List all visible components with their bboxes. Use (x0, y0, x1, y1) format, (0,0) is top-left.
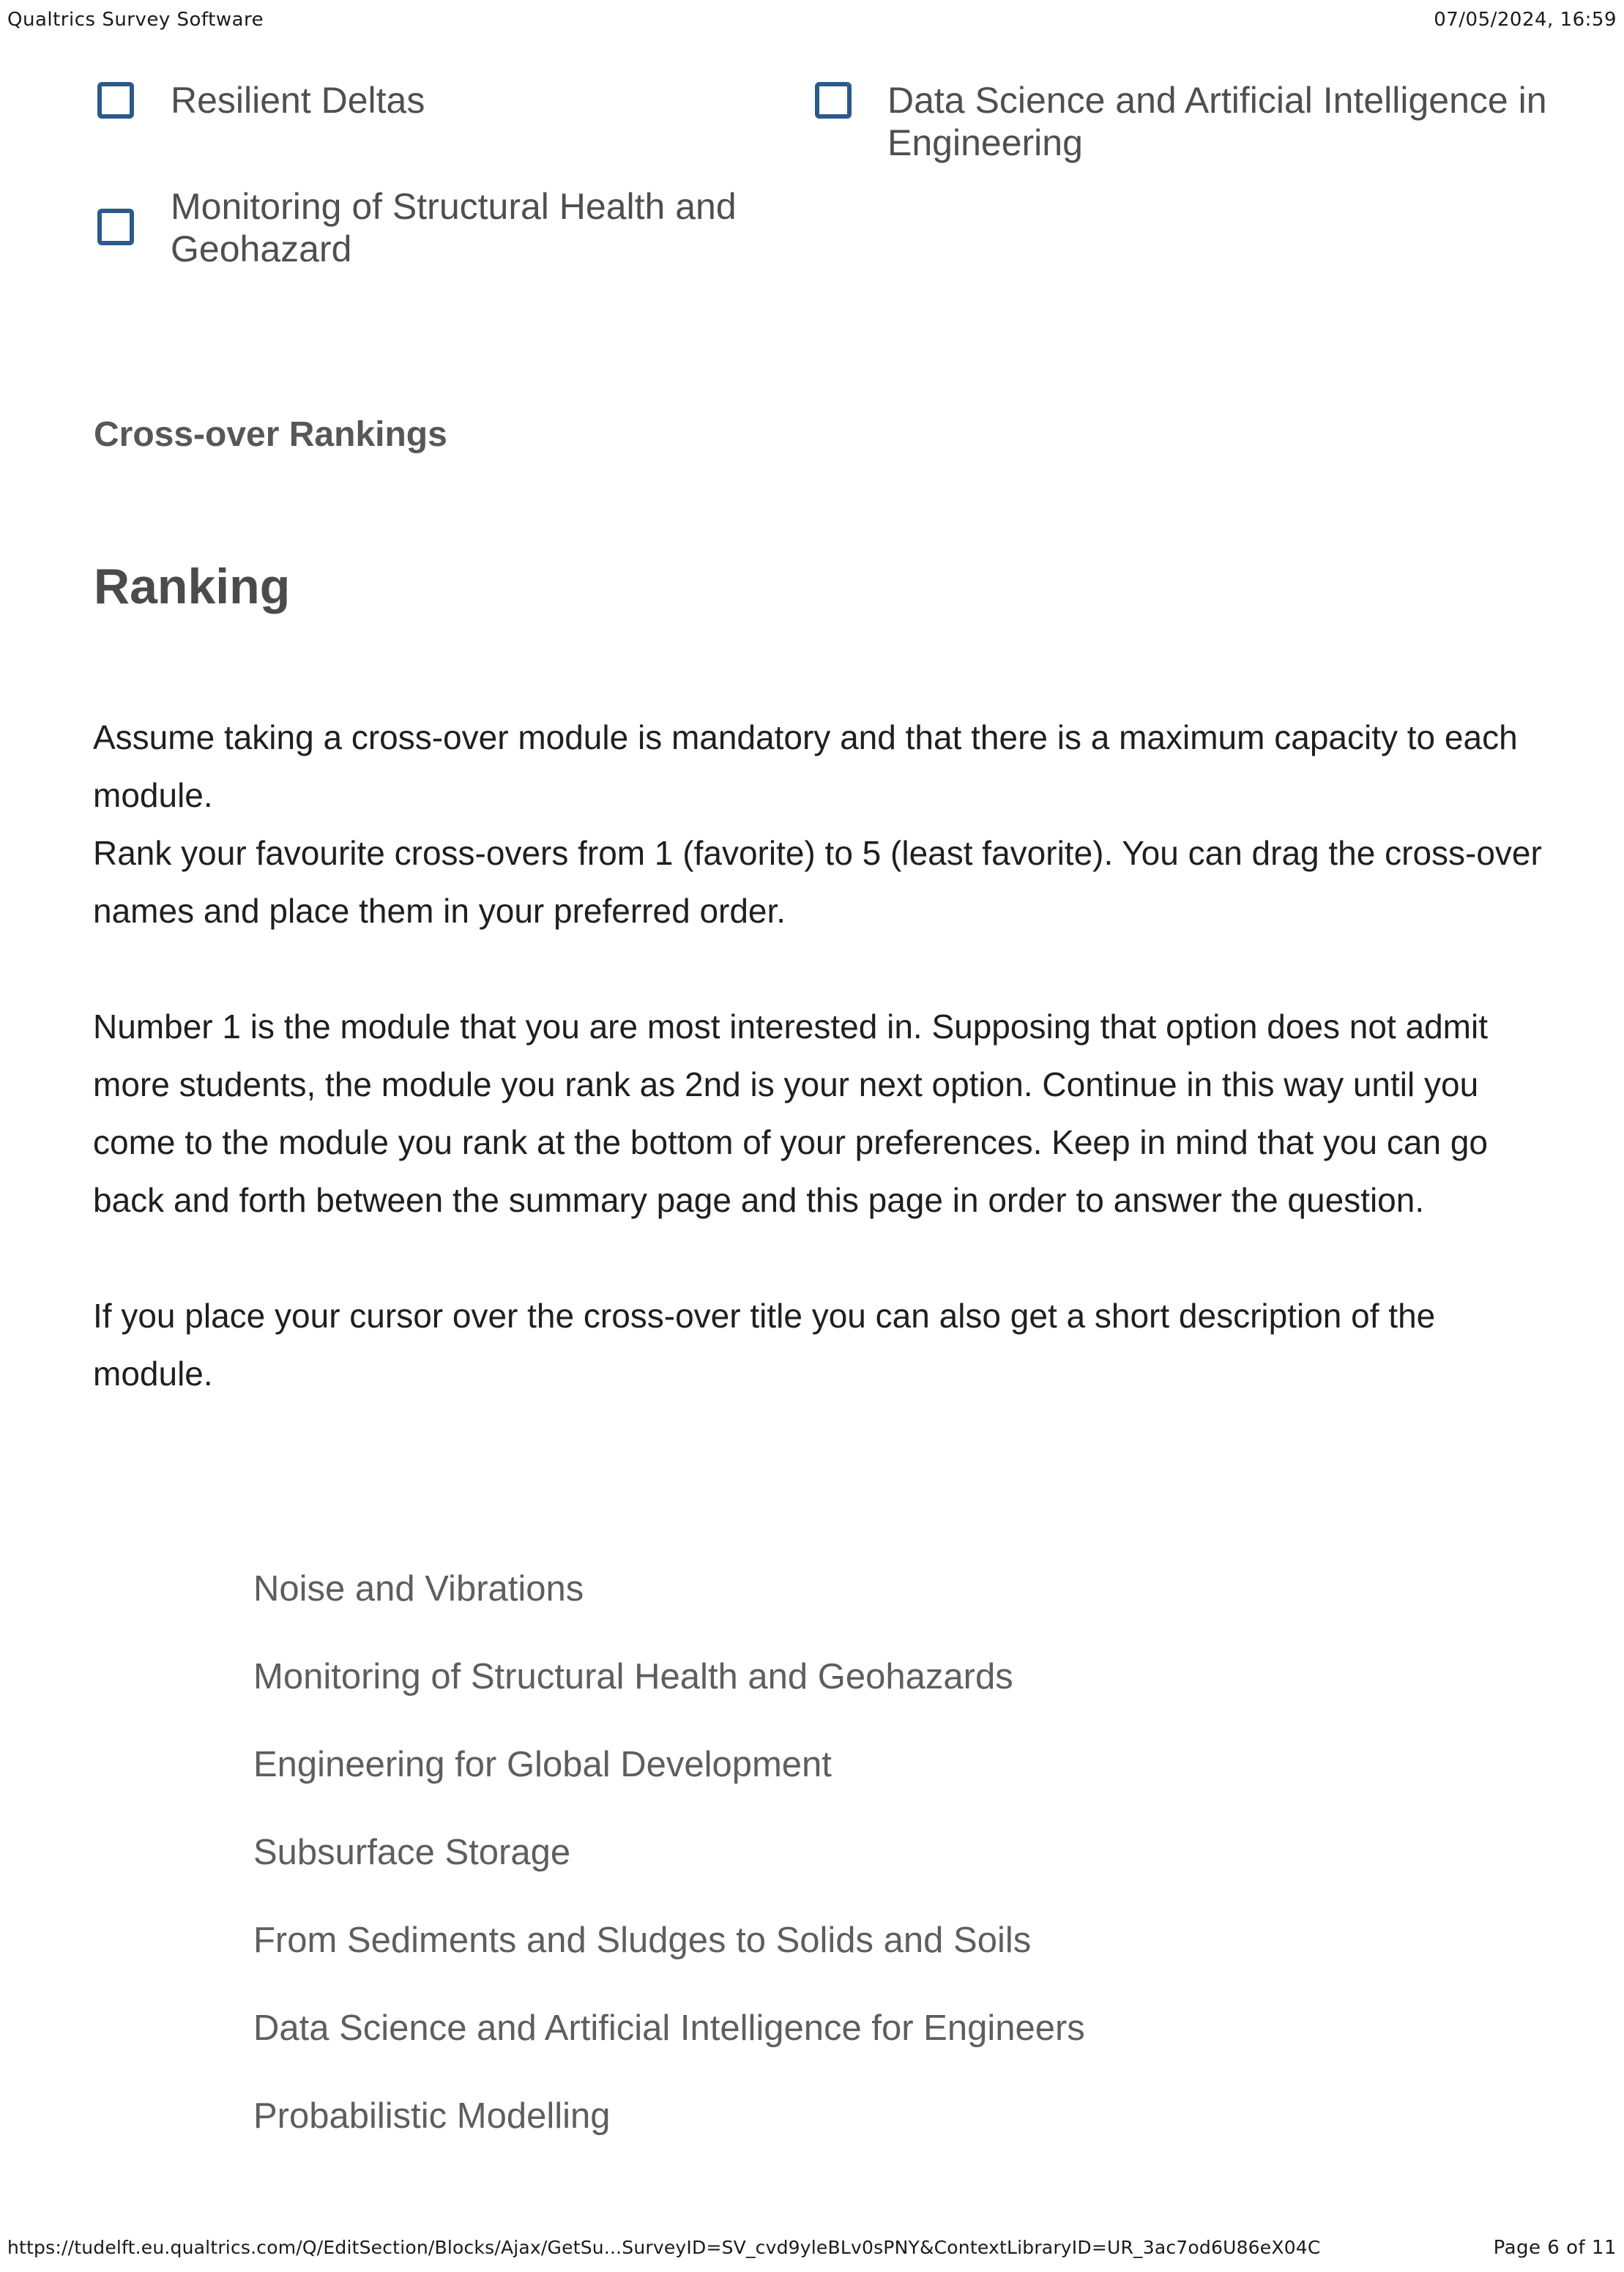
question-paragraph: If you place your cursor over the cross-over title you can also get a short description of the module. (93, 1297, 1436, 1393)
rank-item[interactable]: From Sediments and Sludges to Solids and Soils (253, 1921, 1032, 1960)
print-datetime: 07/05/2024, 16:59 (1434, 9, 1617, 31)
checkbox-icon[interactable] (97, 209, 134, 245)
rank-item[interactable]: Engineering for Global Development (253, 1745, 832, 1784)
question-paragraph: Assume taking a cross-over module is mandatory and that there is a maximum capacity to each module. (93, 718, 1518, 814)
option-data-science-ai[interactable] (815, 82, 852, 119)
block-title: Cross-over Rankings (94, 415, 447, 454)
question-paragraph: Rank your favourite cross-overs from 1 (favorite) to 5 (least favorite). You can drag the cross-over names and place them in your preferred order. (93, 834, 1542, 930)
rank-item[interactable]: Subsurface Storage (253, 1833, 571, 1872)
rank-item[interactable]: Data Science and Artificial Intelligence for Engineers (253, 2008, 1085, 2048)
print-page-title: Qualtrics Survey Software (7, 9, 264, 31)
option-label-monitoring-structural-health: Monitoring of Structural Health and Geohazard (171, 186, 737, 269)
option-resilient-deltas[interactable] (97, 82, 134, 119)
option-label-resilient-deltas: Resilient Deltas (171, 80, 425, 121)
question-paragraph: Number 1 is the module that you are most interested in. Supposing that option does not admit more students, the module you rank as 2nd is your next option. Continue in this way until you come to the module you rank at the bottom of your preferences. Keep in mind that you can go back and forth between the summary page and this page in order to answer the question. (93, 1007, 1489, 1219)
rank-item[interactable]: Monitoring of Structural Health and Geohazards (253, 1657, 1013, 1696)
question-text (93, 709, 1550, 1403)
checkbox-icon[interactable] (97, 82, 134, 119)
rank-order-list (253, 1568, 1085, 2183)
option-monitoring-structural-health[interactable] (97, 209, 134, 245)
rank-item[interactable]: Probabilistic Modelling (253, 2096, 611, 2136)
print-page-number: Page 6 of 11 (1493, 2237, 1617, 2259)
print-url: https://tudelft.eu.qualtrics.com/Q/EditSection/Blocks/Ajax/GetSu...SurveyID=SV_cvd9yleBLv0sPNY&ContextLibraryID=UR_3ac7od6U86eX04C (7, 2237, 1321, 2258)
question-heading: Ranking (94, 559, 291, 614)
rank-item[interactable]: Noise and Vibrations (253, 1569, 584, 1609)
option-label-data-science-ai: Data Science and Artificial Intelligence in Engineering (887, 80, 1547, 163)
checkbox-icon[interactable] (815, 82, 852, 119)
